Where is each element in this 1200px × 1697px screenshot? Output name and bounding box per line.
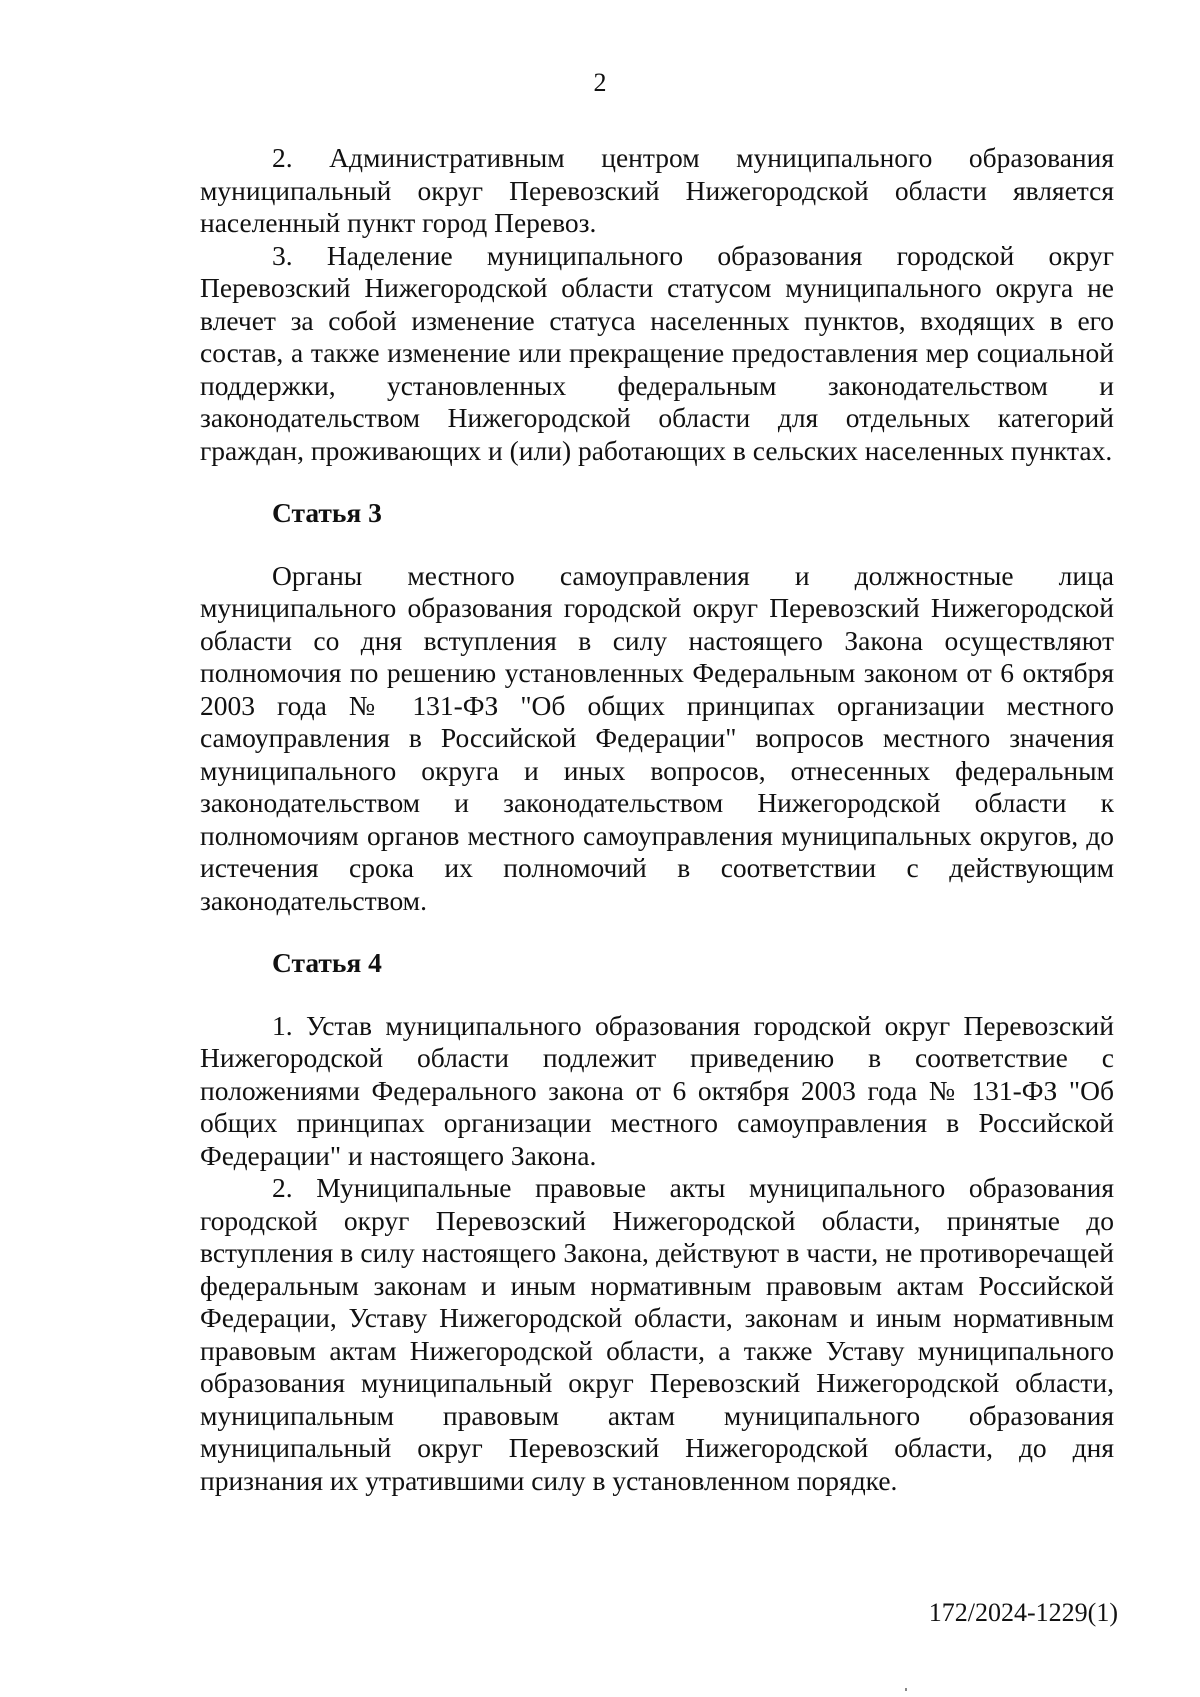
paragraph-article3: Органы местного самоуправления и должностные лица муниципального образования городской округ Перевозский Нижегородской области со дня вступления в силу настоящего Закона осуществляют полномочия по решению установленных Федеральным законом от 6 октября 2003 года № 131-ФЗ "Об общих принципах организации местного самоуправления в Российской Федерации" вопросов местного значения муниципального округа и иных вопросов, отнесенных федеральным законодательством и законодательством Нижегородской области к полномочиям органов местного самоуправления муниципальных округов, до истечения срока их полномочий в соответствии с действующим законодательством. [200, 559, 1114, 916]
article-3-heading: Статья 3 [272, 497, 382, 528]
paragraph-article2-item2: 2. Административным центром муниципального образования муниципальный округ Перевозский Нижегородской области является населенный пункт город Перевоз. [200, 142, 1114, 238]
document-body [200, 142, 1114, 1497]
scan-artifact [905, 1688, 907, 1691]
paragraph-article2-item3: 3. Наделение муниципального образования городской округ Перевозский Нижегородской области статусом муниципального округа не влечет за собой изменение статуса населенных пунктов, входящих в его состав, а также изменение или прекращение предоставления мер социальной поддержки, установленных федеральным законодательством и законодательством Нижегородской области для отдельных категорий граждан, проживающих и (или) работающих в сельских населенных пунктах. [200, 239, 1114, 466]
article-4-heading: Статья 4 [272, 947, 382, 978]
paragraph-article4-item2: 2. Муниципальные правовые акты муниципального образования городской округ Перевозский Нижегородской области, принятые до вступления в силу настоящего Закона, действуют в части, не противоречащей федеральным законам и иным нормативным правовым актам Российской Федерации, Уставу Нижегородской области, законам и иным нормативным правовым актам Нижегородской области, а также Уставу муниципального образования муниципальный округ Перевозский Нижегородской области, муниципальным правовым актам муниципального образования муниципальный округ Перевозский Нижегородской области, до дня признания их утратившими силу в установленном порядке. [200, 1172, 1114, 1496]
page-number: 2 [593, 68, 607, 97]
paragraph-article4-item1: 1. Устав муниципального образования городской округ Перевозский Нижегородской области подлежит приведению в соответствие с положениями Федерального закона от 6 октября 2003 года № 131-ФЗ "Об общих принципах организации местного самоуправления в Российской Федерации" и настоящего Закона. [200, 1009, 1114, 1171]
document-registration-code: 172/2024-1229(1) [928, 1598, 1118, 1627]
